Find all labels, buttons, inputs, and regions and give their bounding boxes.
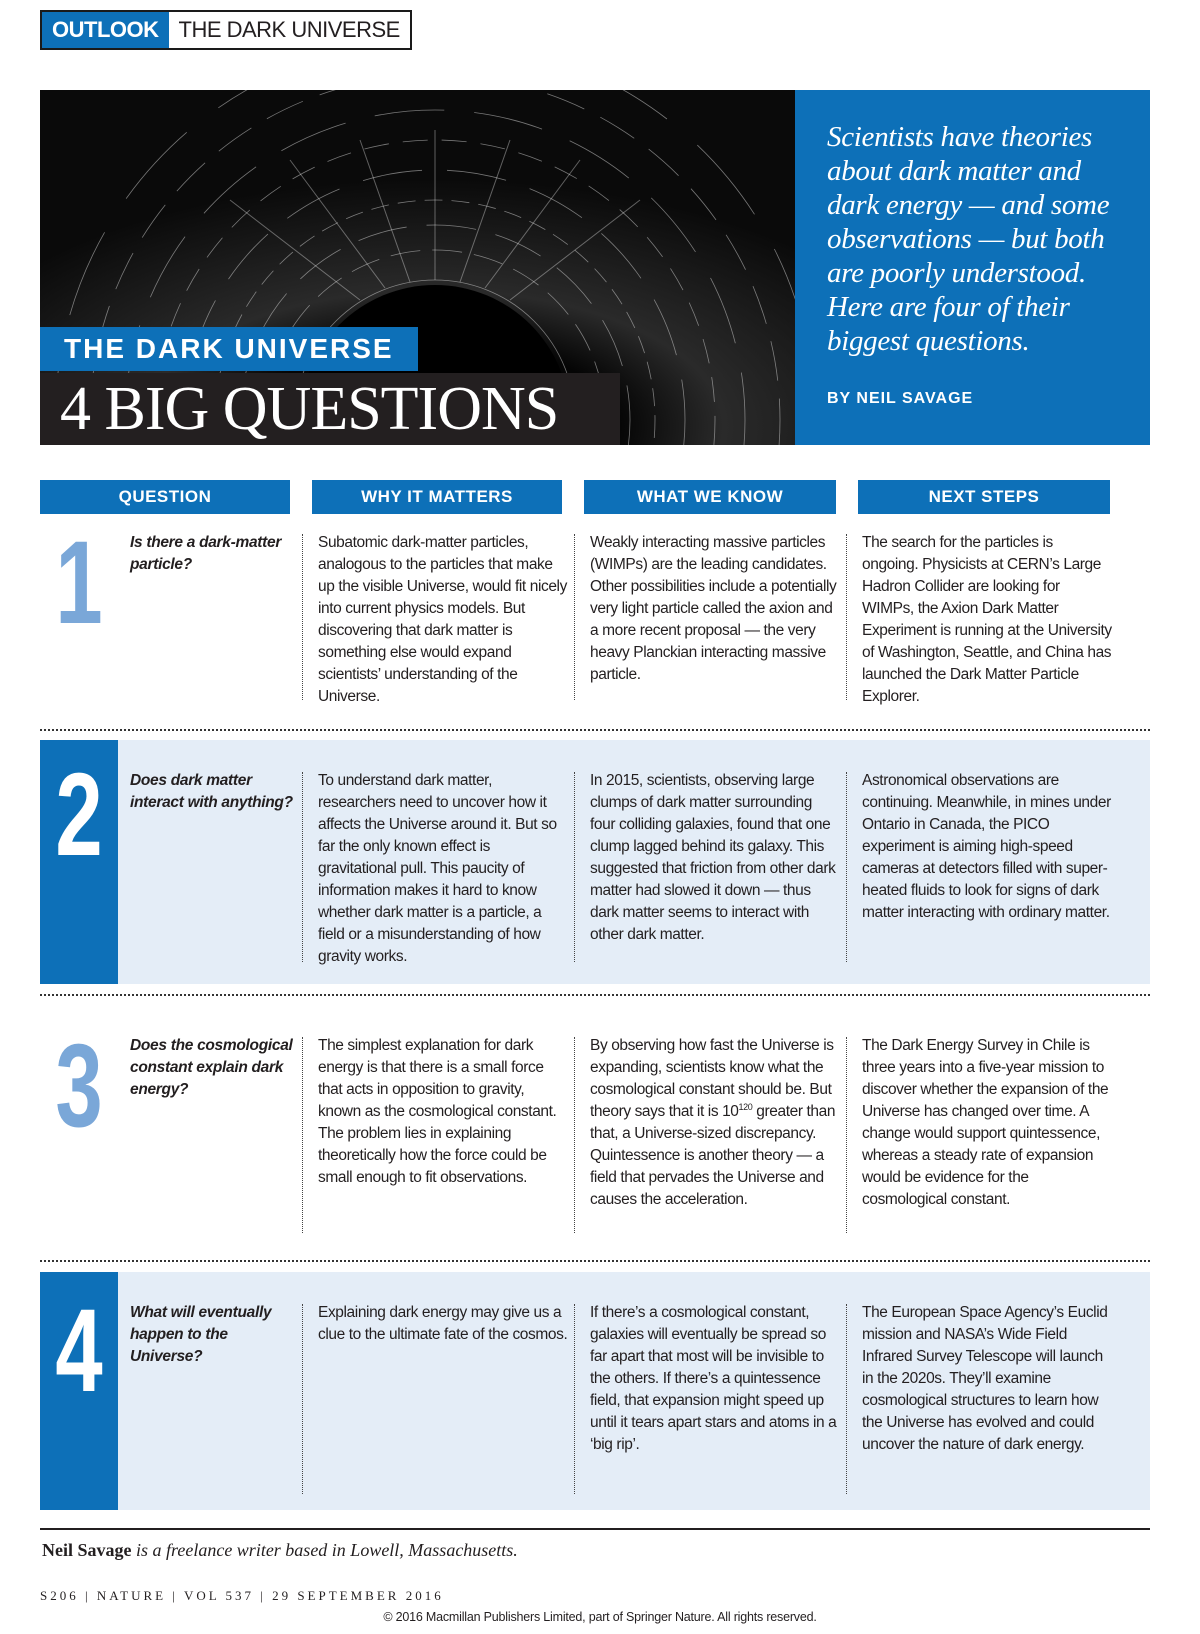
column-divider: [846, 1037, 847, 1233]
why-text: The simplest explanation for dark energy is that there is a small force that acts in opposition to gravity, known as the cosmological constant. The problem lies in explaining theoretically how the force could be small enough to fit observations.: [318, 1037, 557, 1186]
row-number: 2: [55, 749, 103, 881]
question-text: Does dark matter interact with anything?: [130, 772, 293, 811]
question-text: Does the cosmological constant explain dark energy?: [130, 1037, 293, 1098]
exponent: 120: [738, 1101, 753, 1112]
page-title: 4 BIG QUESTIONS: [40, 373, 620, 445]
next-text: The search for the particles is ongoing. Physicists at CERN’s Large Hadron Collider are looking for WIMPs, the Axion Dark Matter Experiment is running at the University of Washington, Seattle, and China has launched the Dark Matter Particle Explorer.: [862, 534, 1112, 705]
column-divider: [846, 534, 847, 700]
column-divider: [574, 1037, 575, 1233]
row-separator: [40, 994, 1150, 996]
next-text: The Dark Energy Survey in Chile is three years into a five-year mission to discover whether the expansion of the Universe has changed over time. A change would support quintessence, whereas a steady rate of expansion would be evidence for the cosmological constant.: [862, 1037, 1109, 1208]
folio: S206 | NATURE | VOL 537 | 29 SEPTEMBER 2016: [40, 1588, 444, 1603]
know-text: Weakly interacting massive particles (WIMPs) are the leading candidates. Other possibilities include a potentially very light particle called the axion and a more recent proposal — the very heavy Planckian interacting massive particle.: [590, 534, 837, 683]
column-divider: [302, 1304, 303, 1494]
row-number: 4: [55, 1285, 103, 1417]
why-text: To understand dark matter, researchers need to uncover how it affects the Universe around it. But so far the only known effect is gravitational pull. This paucity of information makes it hard to know whether dark matter is a particle, a field or a misunderstanding of how gravity works.: [318, 772, 557, 965]
hero-banner: [40, 90, 1150, 445]
column-divider: [574, 772, 575, 962]
column-divider: [846, 1304, 847, 1494]
section-label: THE DARK UNIVERSE: [178, 17, 400, 42]
byline: BY NEIL SAVAGE: [827, 390, 974, 407]
question-text: Is there a dark-matter particle?: [130, 534, 282, 573]
table-row: [40, 517, 1150, 710]
column-divider: [846, 772, 847, 962]
column-divider: [302, 534, 303, 700]
why-text: Subatomic dark-matter particles, analogous to the particles that make up the visible Universe, would fit nicely into current physics models. But discovering that dark matter is something else would expand scientists’ understanding of the Universe.: [318, 534, 567, 705]
column-divider: [302, 1037, 303, 1233]
table-row: [40, 1272, 1150, 1510]
know-text-end: greater than that, a Universe-sized discrepancy. Quintessence is another theory — a field that pervades the Universe and causes the acceleration.: [590, 1103, 836, 1208]
column-header-question: QUESTION: [40, 480, 290, 514]
row-number: 1: [55, 517, 103, 649]
know-text: If there’s a cosmological constant, galaxies will eventually be spread so far apart that most will be invisible to the others. If there’s a quintessence field, that expansion might speed up until it tears apart stars and atoms in a ‘big rip’.: [590, 1304, 837, 1453]
column-divider: [302, 772, 303, 962]
intro-panel: [795, 90, 1150, 445]
know-text-start: By observing how fast the Universe is expanding, scientists know what the cosmological constant should be. But theory says that it is 10: [590, 1037, 834, 1120]
kicker: THE DARK UNIVERSE: [40, 327, 418, 371]
table-row: [40, 740, 1150, 984]
column-header-why: WHY IT MATTERS: [312, 480, 562, 514]
column-divider: [574, 1304, 575, 1494]
row-number: 3: [55, 1020, 103, 1152]
author-note: [42, 1540, 518, 1561]
section-tag: [40, 10, 412, 50]
table-row: [40, 1005, 1150, 1245]
why-text: Explaining dark energy may give us a clue to the ultimate fate of the cosmos.: [318, 1304, 568, 1343]
row-separator: [40, 729, 1150, 731]
next-text: The European Space Agency’s Euclid mission and NASA’s Wide Field Infrared Survey Telescope will launch in the 2020s. They’ll examine cosmological structures to learn how the Universe has evolved and could uncover the nature of dark energy.: [862, 1304, 1108, 1453]
know-text: [590, 1035, 840, 1211]
outlook-label: OUTLOOK: [42, 12, 169, 48]
next-text: Astronomical observations are continuing. Meanwhile, in mines under Ontario in Canada, the PICO experiment is aiming high-speed cameras at detectors filled with super-heated fluids to look for signs of dark matter interacting with ordinary matter.: [862, 772, 1111, 921]
footer-rule: [40, 1528, 1150, 1530]
author-bio: is a freelance writer based in Lowell, Massachusetts.: [131, 1540, 518, 1560]
row-separator: [40, 1260, 1150, 1262]
intro-quote: Scientists have theories about dark matter and dark energy — and some observations — but both are poorly understood. Here are four of their biggest questions.: [827, 121, 1110, 357]
author-name: Neil Savage: [42, 1540, 132, 1560]
column-divider: [574, 534, 575, 700]
know-text: In 2015, scientists, observing large clumps of dark matter surrounding four colliding galaxies, found that one clump lagged behind its galaxy. This suggested that friction from other dark matter had slowed it down — thus dark matter seems to interact with other dark matter.: [590, 772, 836, 943]
column-header-know: WHAT WE KNOW: [584, 480, 836, 514]
column-header-next: NEXT STEPS: [858, 480, 1110, 514]
copyright: © 2016 Macmillan Publishers Limited, part of Springer Nature. All rights reserved.: [383, 1610, 817, 1624]
question-text: What will eventually happen to the Universe?: [130, 1304, 272, 1365]
